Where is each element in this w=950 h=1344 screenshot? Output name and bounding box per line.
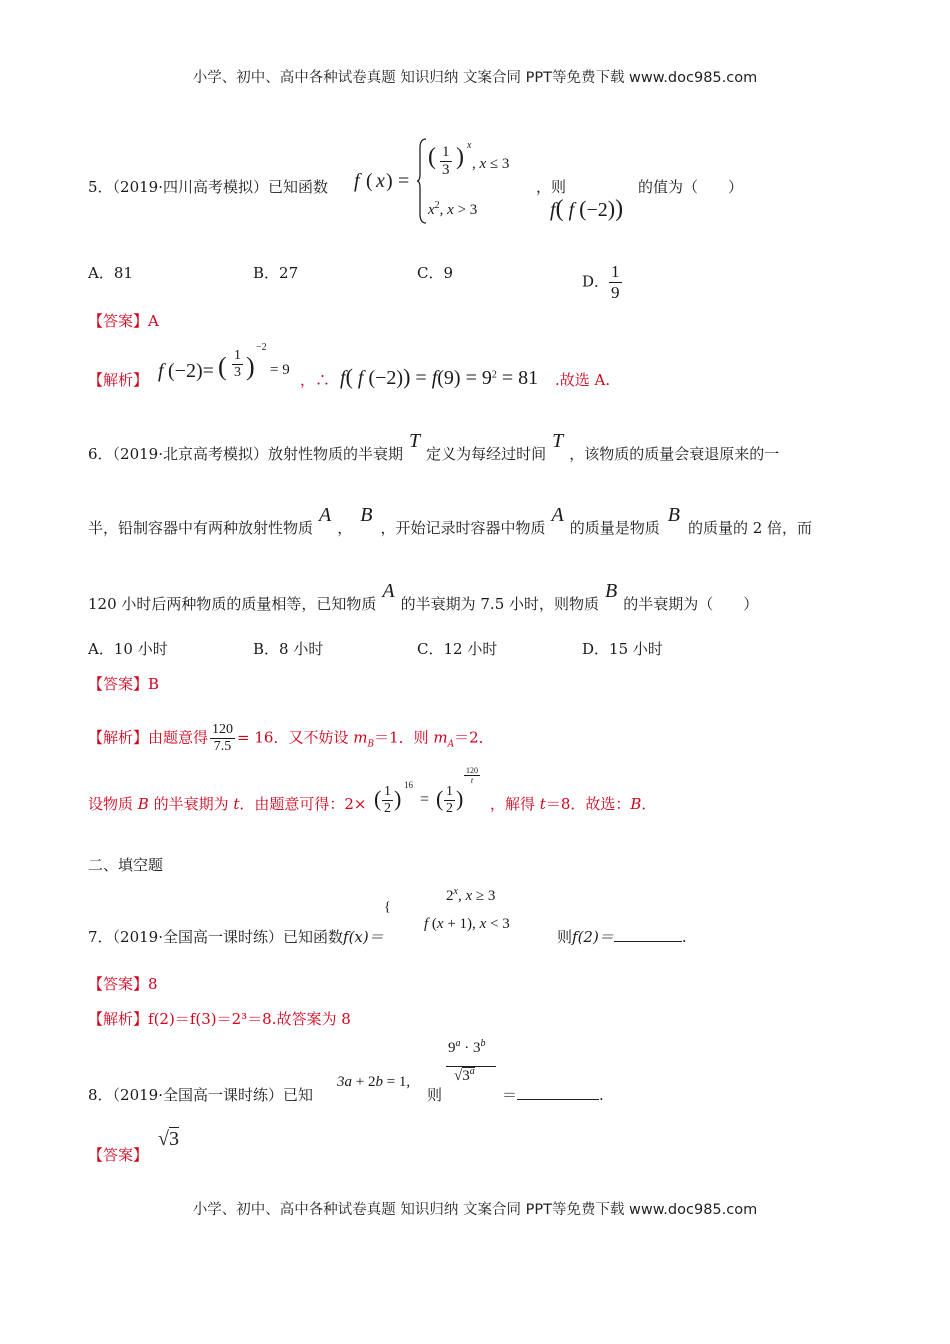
q6-analysis-1 bbox=[88, 722, 494, 755]
q6-option-a: A．10 小时 bbox=[88, 640, 168, 658]
q5-stem bbox=[88, 176, 328, 197]
q6-l3-text: 的半衰期为 7.5 小时，则物质 bbox=[400, 595, 600, 613]
q6-l2-text: 的质量是物质 bbox=[569, 519, 660, 537]
q6-analysis-label: 【解析】 bbox=[88, 728, 149, 747]
q6-a2-text: ．由题意可得：2× bbox=[239, 795, 367, 813]
q6-l2-var: A bbox=[551, 504, 564, 526]
q6-l3-text: 的半衰期为（ ） bbox=[623, 595, 759, 613]
q7-ask-expr: f(2)＝ bbox=[572, 928, 614, 946]
q6-a2-text: 的半衰期为 bbox=[148, 795, 234, 813]
q6-l1-text: 放射性物质的半衰期 bbox=[268, 445, 404, 463]
q7-stem bbox=[88, 926, 384, 947]
q6-a1-text: ＝2． bbox=[454, 728, 494, 747]
q7-text1: 已知函数 bbox=[283, 928, 344, 946]
left-brace-icon bbox=[416, 138, 428, 224]
q6-frac-num: 120 bbox=[212, 722, 234, 737]
q7-answer-blank[interactable] bbox=[614, 927, 682, 942]
q5-number: 5． bbox=[88, 178, 113, 196]
q7-ask bbox=[557, 926, 687, 947]
q7-number: 7． bbox=[88, 928, 113, 946]
q6-a2-var: t bbox=[233, 795, 240, 813]
q6-a1-sub: B bbox=[367, 739, 375, 750]
q6-l1-var: T bbox=[552, 430, 564, 452]
q7-answer bbox=[88, 973, 158, 994]
q5-source: （2019·四川高考模拟） bbox=[112, 178, 268, 196]
q6-option-b: B．8 小时 bbox=[253, 640, 324, 658]
q7-analysis-label: 【解析】 bbox=[88, 1010, 149, 1028]
page-footer: 小学、初中、高中各种试卷真题 知识归纳 文案合同 PPT等免费下载 www.doc985.com bbox=[192, 1202, 758, 1218]
q7-analysis bbox=[88, 1008, 351, 1029]
q6-l2-var: B bbox=[667, 504, 680, 526]
q8-answer-label: 【答案】 bbox=[88, 1146, 149, 1164]
q6-a1-sub: A bbox=[447, 739, 455, 750]
q5-option-b: B．27 bbox=[253, 264, 299, 282]
q6-number: 6． bbox=[88, 445, 113, 463]
q7-answer-label: 【答案】 bbox=[88, 975, 149, 993]
q6-a2-var: t bbox=[539, 795, 546, 813]
q6-a2-var: B bbox=[630, 795, 642, 813]
q7-source: （2019·全国高一课时练） bbox=[112, 928, 283, 946]
q8-eq-sign: ＝ bbox=[502, 1086, 518, 1104]
q6-l3-var: A bbox=[382, 580, 395, 602]
q7-tail: . bbox=[681, 928, 687, 946]
q6-answer-value: B bbox=[148, 675, 160, 693]
q5-text2: 的值为（ ） bbox=[638, 178, 744, 196]
q8-stem bbox=[88, 1084, 313, 1105]
q6-a2-text: 设物质 bbox=[88, 795, 138, 813]
q7-analysis-text: f(2)＝f(3)＝2³＝8.故答案为 8 bbox=[148, 1010, 351, 1028]
q5-analysis-math2: f( f $(-2)) = f(9) = 9^2 = 81$ bbox=[340, 364, 539, 389]
q6-l2-text: ，开始记录时容器中物质 bbox=[380, 519, 546, 537]
q6-a2-text: ． bbox=[641, 795, 657, 813]
q5-answer-value: A bbox=[148, 312, 159, 330]
q6-answer bbox=[88, 673, 159, 694]
q6-analysis-2a bbox=[88, 793, 367, 814]
q6-l1-text: 定义为每经过时间 bbox=[426, 445, 547, 463]
section-title: 二、填空题 bbox=[88, 856, 164, 874]
q8-answer-blank[interactable] bbox=[517, 1085, 599, 1100]
q6-l2-var: B bbox=[360, 504, 373, 526]
q6-a1-text: ＝1．则 bbox=[374, 728, 434, 747]
q8-condition: 3a + 2b = 1, bbox=[337, 1074, 411, 1090]
q6-l2-text: 的质量的 2 倍，而 bbox=[687, 519, 813, 537]
q7-func: f(x)＝ bbox=[343, 928, 384, 946]
q6-a2-var: B bbox=[137, 795, 149, 813]
q6-option-c: C．12 小时 bbox=[417, 640, 498, 658]
q6-a1-var: m bbox=[353, 728, 368, 747]
q6-line1 bbox=[88, 430, 780, 465]
q8-text1: 已知 bbox=[283, 1086, 314, 1104]
q5-option-a: A．81 bbox=[88, 264, 133, 282]
q8-answer-value: √3 bbox=[158, 1128, 179, 1150]
q6-a1-text: 由题意得 bbox=[148, 728, 209, 747]
q8-number: 8． bbox=[88, 1086, 113, 1104]
q6-a2-text: ，解得 bbox=[490, 795, 540, 813]
q8-source: （2019·全国高一课时练） bbox=[112, 1086, 283, 1104]
q5-answer-label: 【答案】 bbox=[88, 312, 149, 330]
q6-frac-den: 7.5 bbox=[210, 738, 235, 755]
q6-answer-label: 【答案】 bbox=[88, 675, 149, 693]
q5-then: ，则 bbox=[536, 178, 567, 196]
q6-option-d: D．15 小时 bbox=[582, 640, 663, 658]
q6-source: （2019·北京高考模拟） bbox=[112, 445, 268, 463]
q5-option-c: C．9 bbox=[417, 264, 454, 282]
q5-answer bbox=[88, 310, 159, 331]
q5-text1: 已知函数 bbox=[268, 178, 329, 196]
q5-analysis-label: 【解析】 bbox=[88, 371, 149, 389]
q7-text2: 则 bbox=[557, 928, 573, 946]
q6-analysis-2b bbox=[490, 793, 656, 814]
q6-l1-text: ，该物质的质量会衰退原来的一 bbox=[569, 445, 780, 463]
q5-expr: f( f (−2)) bbox=[550, 196, 624, 222]
q6-l3-var: B bbox=[605, 580, 618, 602]
q8-eq bbox=[502, 1084, 604, 1105]
q5-option-d: D． $\frac{1}{9}$ bbox=[582, 262, 620, 302]
q6-l2-var: A bbox=[319, 504, 332, 526]
q6-l2-text: 半，铅制容器中有两种放射性物质 bbox=[88, 519, 314, 537]
q5-therefore: ，∴ bbox=[300, 371, 331, 389]
q6-a2-text: ＝8．故选： bbox=[545, 795, 631, 813]
q8-tail: . bbox=[599, 1086, 604, 1104]
page-header: 小学、初中、高中各种试卷真题 知识归纳 文案合同 PPT等免费下载 www.doc985.com bbox=[192, 70, 758, 86]
q7-answer-value: 8 bbox=[148, 975, 158, 993]
q6-line2 bbox=[88, 504, 813, 539]
q6-l3-text: 120 小时后两种物质的质量相等，已知物质 bbox=[88, 595, 377, 613]
q6-a1-text: = 16．又不妨设 bbox=[237, 728, 354, 747]
q6-line3 bbox=[88, 580, 759, 615]
q6-l2-text: ， bbox=[337, 519, 353, 537]
q6-l1-var: T bbox=[409, 430, 421, 452]
q5-analysis-tail: .故选 A. bbox=[555, 371, 611, 389]
q8-then: 则 bbox=[427, 1086, 443, 1104]
q6-a1-var: m bbox=[433, 728, 448, 747]
